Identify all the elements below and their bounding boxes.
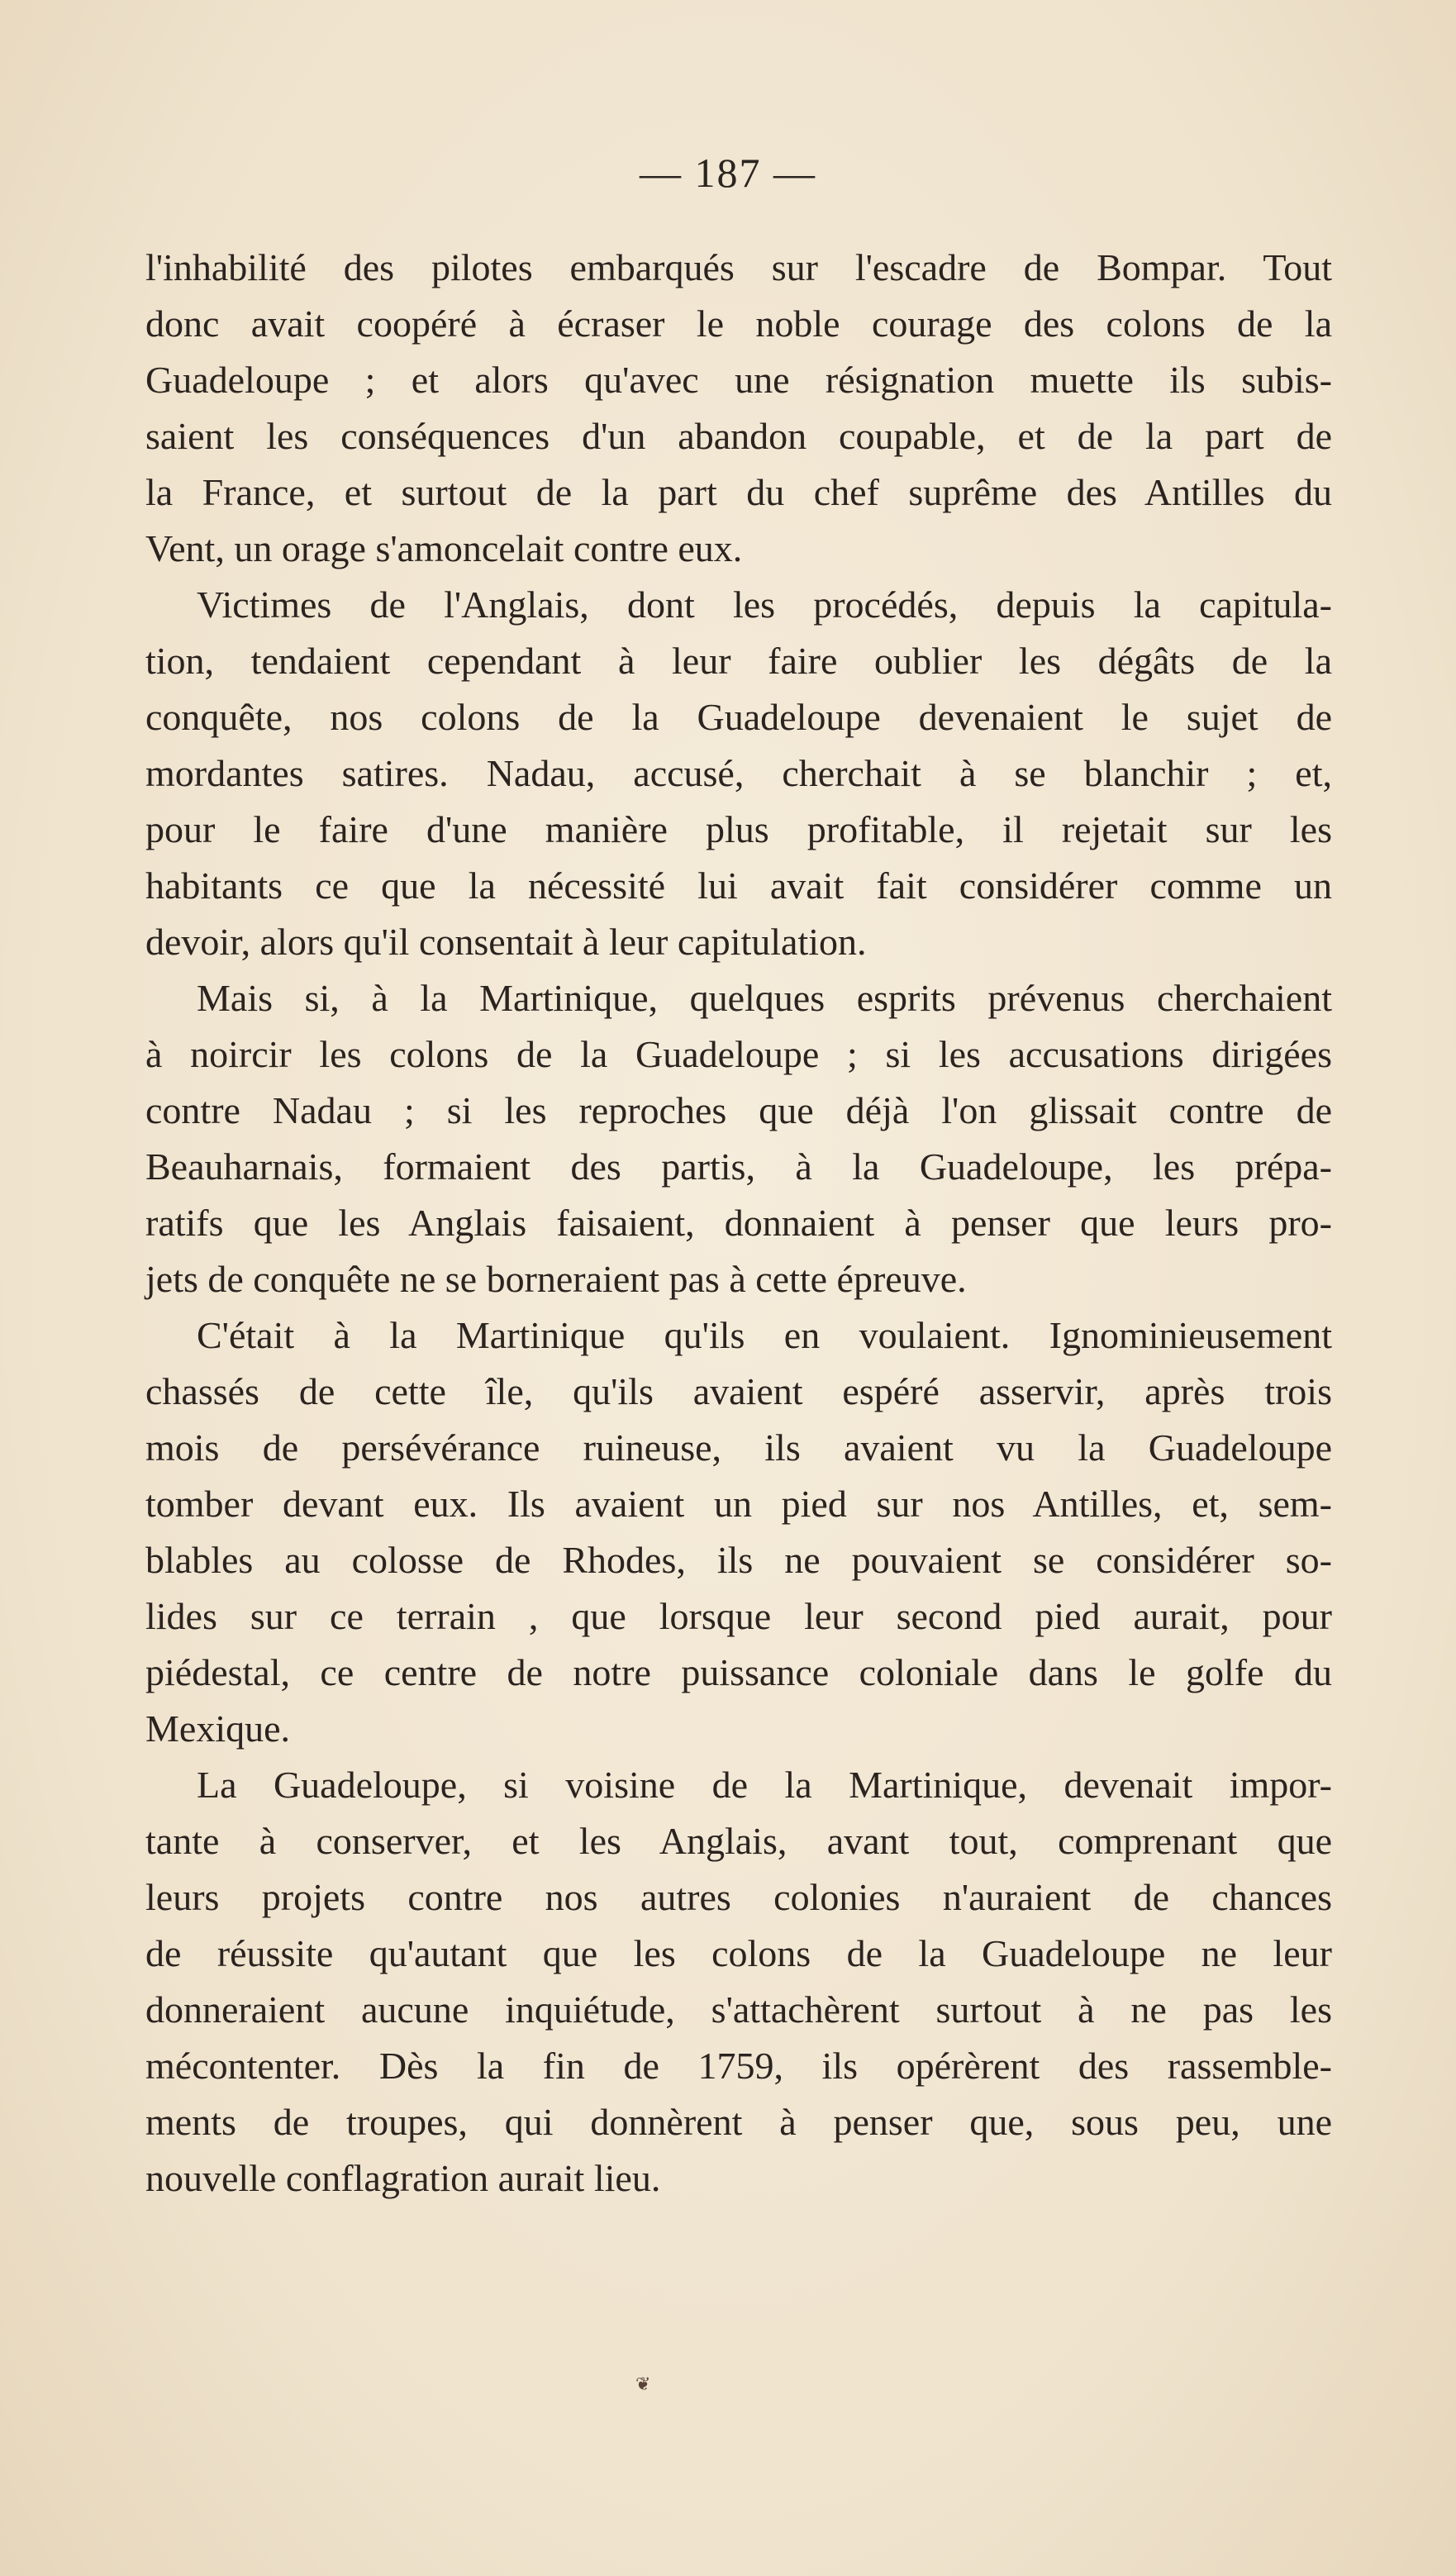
- text-line: pour le faire d'une manière plus profitable, il rejetait sur les: [145, 808, 1332, 850]
- text-line: chassés de cette île, qu'ils avaient espéré asservir, après trois: [145, 1370, 1332, 1412]
- text-line: Beauharnais, formaient des partis, à la Guadeloupe, les prépa-: [145, 1145, 1332, 1188]
- text-line: mordantes satires. Nadau, accusé, cherchait à se blanchir ; et,: [145, 752, 1332, 794]
- text-line: à noircir les colons de la Guadeloupe ; si les accusations dirigées: [145, 1033, 1332, 1075]
- text-line: mécontenter. Dès la fin de 1759, ils opérèrent des rassemble-: [145, 2045, 1332, 2087]
- page-number: — 187 —: [640, 150, 816, 196]
- text-line: Guadeloupe ; et alors qu'avec une résignation muette ils subis-: [145, 359, 1332, 401]
- text-line: nouvelle conflagration aurait lieu.: [145, 2157, 661, 2199]
- paragraph-3: [145, 970, 1332, 1307]
- text-line: saient les conséquences d'un abandon coupable, et de la part de: [145, 415, 1332, 457]
- text-line: tomber devant eux. Ils avaient un pied sur nos Antilles, et, sem-: [145, 1483, 1332, 1525]
- text-line: jets de conquête ne se borneraient pas à cette épreuve.: [145, 1258, 967, 1300]
- text-line: ments de troupes, qui donnèrent à penser que, sous peu, une: [145, 2101, 1332, 2143]
- body-text: [145, 240, 1332, 2207]
- text-line: donneraient aucune inquiétude, s'attachèrent surtout à ne pas les: [145, 1988, 1332, 2031]
- text-line: de réussite qu'autant que les colons de la Guadeloupe ne leur: [145, 1932, 1332, 1974]
- text-line: la France, et surtout de la part du chef suprême des Antilles du: [145, 471, 1332, 513]
- text-line: habitants ce que la nécessité lui avait fait considérer comme un: [145, 864, 1332, 907]
- text-line: devoir, alors qu'il consentait à leur capitulation.: [145, 921, 867, 963]
- text-line: C'était à la Martinique qu'ils en voulaient. Ignominieusement: [197, 1314, 1332, 1356]
- text-line: tante à conserver, et les Anglais, avant tout, comprenant que: [145, 1820, 1332, 1862]
- text-line: Mexique.: [145, 1707, 291, 1750]
- text-line: mois de persévérance ruineuse, ils avaient vu la Guadeloupe: [145, 1426, 1332, 1469]
- text-line: Vent, un orage s'amoncelait contre eux.: [145, 527, 743, 569]
- text-line: lides sur ce terrain , que lorsque leur second pied aurait, pour: [145, 1595, 1332, 1637]
- paragraph-1: [145, 240, 1332, 577]
- text-line: leurs projets contre nos autres colonies n'auraient de chances: [145, 1876, 1332, 1918]
- text-line: conquête, nos colons de la Guadeloupe devenaient le sujet de: [145, 696, 1332, 738]
- text-line: contre Nadau ; si les reproches que déjà l'on glissait contre de: [145, 1089, 1332, 1131]
- text-line: La Guadeloupe, si voisine de la Martinique, devenait impor-: [197, 1764, 1332, 1806]
- text-line: piédestal, ce centre de notre puissance coloniale dans le golfe du: [145, 1651, 1332, 1693]
- paragraph-2: [145, 577, 1332, 970]
- text-line: blables au colosse de Rhodes, ils ne pouvaient se considérer so-: [145, 1539, 1332, 1581]
- paragraph-5: [145, 1757, 1332, 2207]
- text-line: ratifs que les Anglais faisaient, donnaient à penser que leurs pro-: [145, 1202, 1332, 1244]
- text-line: Victimes de l'Anglais, dont les procédés, depuis la capitula-: [197, 583, 1332, 626]
- text-line: Mais si, à la Martinique, quelques esprits prévenus cherchaient: [197, 977, 1332, 1019]
- paragraph-4: [145, 1307, 1332, 1757]
- text-line: donc avait coopéré à écraser le noble courage des colons de la: [145, 302, 1332, 345]
- printer-ornament-icon: ❦: [635, 2374, 651, 2395]
- text-line: tion, tendaient cependant à leur faire oublier les dégâts de la: [145, 640, 1332, 682]
- text-line: l'inhabilité des pilotes embarqués sur l'escadre de Bompar. Tout: [145, 246, 1332, 288]
